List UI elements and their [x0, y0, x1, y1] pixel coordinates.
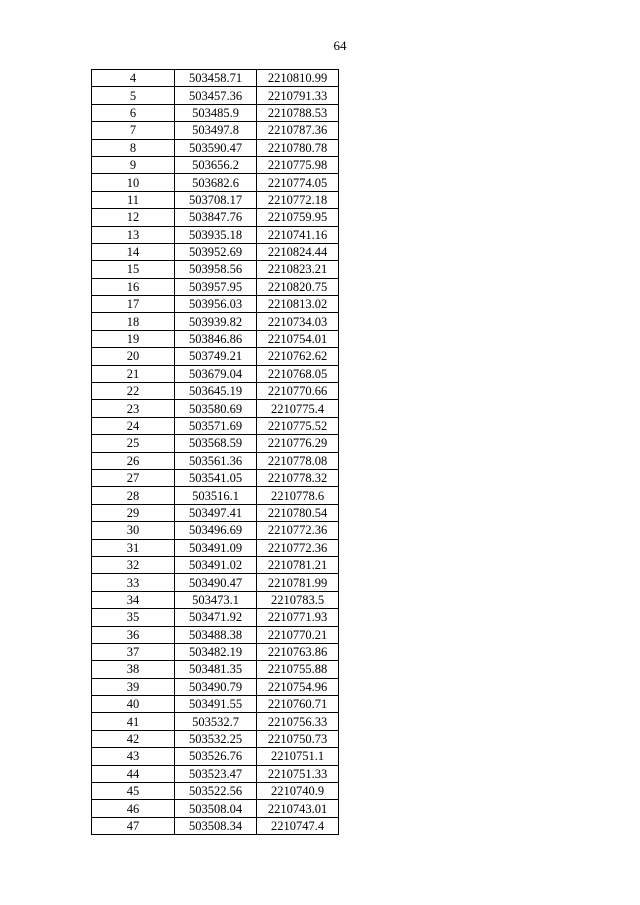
table-row [92, 313, 339, 330]
table-row [92, 174, 339, 191]
y-coordinate-cell: 2210734.03 [257, 313, 339, 330]
table-row [92, 296, 339, 313]
x-coordinate-cell: 503497.41 [175, 504, 257, 521]
table-row [92, 522, 339, 539]
table-row [92, 139, 339, 156]
x-coordinate-cell: 503491.55 [175, 696, 257, 713]
point-number-cell: 33 [92, 574, 175, 591]
point-number-cell: 22 [92, 383, 175, 400]
point-number-cell: 8 [92, 139, 175, 156]
point-number-cell: 4 [92, 70, 175, 87]
y-coordinate-cell: 2210813.02 [257, 296, 339, 313]
x-coordinate-cell: 503749.21 [175, 348, 257, 365]
y-coordinate-cell: 2210751.33 [257, 765, 339, 782]
y-coordinate-cell: 2210754.01 [257, 330, 339, 347]
x-coordinate-cell: 503482.19 [175, 643, 257, 660]
table-row [92, 783, 339, 800]
x-coordinate-cell: 503473.1 [175, 591, 257, 608]
y-coordinate-cell: 2210774.05 [257, 174, 339, 191]
table-row [92, 696, 339, 713]
point-number-cell: 7 [92, 122, 175, 139]
table-row [92, 817, 339, 834]
x-coordinate-cell: 503532.7 [175, 713, 257, 730]
point-number-cell: 31 [92, 539, 175, 556]
x-coordinate-cell: 503957.95 [175, 278, 257, 295]
y-coordinate-cell: 2210778.32 [257, 469, 339, 486]
x-coordinate-cell: 503508.34 [175, 817, 257, 834]
x-coordinate-cell: 503645.19 [175, 383, 257, 400]
y-coordinate-cell: 2210820.75 [257, 278, 339, 295]
point-number-cell: 20 [92, 348, 175, 365]
table-row [92, 469, 339, 486]
y-coordinate-cell: 2210778.6 [257, 487, 339, 504]
y-coordinate-cell: 2210741.16 [257, 226, 339, 243]
point-number-cell: 18 [92, 313, 175, 330]
table-row [92, 383, 339, 400]
x-coordinate-cell: 503656.2 [175, 156, 257, 173]
x-coordinate-cell: 503568.59 [175, 435, 257, 452]
table-row [92, 609, 339, 626]
coordinates-table-body [92, 70, 339, 835]
table-row [92, 261, 339, 278]
point-number-cell: 43 [92, 748, 175, 765]
table-row [92, 417, 339, 434]
y-coordinate-cell: 2210772.18 [257, 191, 339, 208]
point-number-cell: 13 [92, 226, 175, 243]
x-coordinate-cell: 503935.18 [175, 226, 257, 243]
point-number-cell: 16 [92, 278, 175, 295]
x-coordinate-cell: 503571.69 [175, 417, 257, 434]
point-number-cell: 11 [92, 191, 175, 208]
y-coordinate-cell: 2210775.52 [257, 417, 339, 434]
x-coordinate-cell: 503491.02 [175, 556, 257, 573]
x-coordinate-cell: 503458.71 [175, 70, 257, 87]
point-number-cell: 39 [92, 678, 175, 695]
y-coordinate-cell: 2210754.96 [257, 678, 339, 695]
table-row [92, 487, 339, 504]
table-row [92, 226, 339, 243]
point-number-cell: 38 [92, 661, 175, 678]
point-number-cell: 17 [92, 296, 175, 313]
x-coordinate-cell: 503508.04 [175, 800, 257, 817]
y-coordinate-cell: 2210780.78 [257, 139, 339, 156]
x-coordinate-cell: 503952.69 [175, 243, 257, 260]
point-number-cell: 25 [92, 435, 175, 452]
x-coordinate-cell: 503491.09 [175, 539, 257, 556]
y-coordinate-cell: 2210783.5 [257, 591, 339, 608]
x-coordinate-cell: 503958.56 [175, 261, 257, 278]
point-number-cell: 36 [92, 626, 175, 643]
x-coordinate-cell: 503457.36 [175, 87, 257, 104]
x-coordinate-cell: 503541.05 [175, 469, 257, 486]
x-coordinate-cell: 503939.82 [175, 313, 257, 330]
table-row [92, 800, 339, 817]
x-coordinate-cell: 503532.25 [175, 730, 257, 747]
y-coordinate-cell: 2210740.9 [257, 783, 339, 800]
x-coordinate-cell: 503488.38 [175, 626, 257, 643]
table-row [92, 765, 339, 782]
table-row [92, 122, 339, 139]
y-coordinate-cell: 2210776.29 [257, 435, 339, 452]
y-coordinate-cell: 2210775.4 [257, 400, 339, 417]
table-row [92, 278, 339, 295]
table-row [92, 156, 339, 173]
x-coordinate-cell: 503679.04 [175, 365, 257, 382]
y-coordinate-cell: 2210756.33 [257, 713, 339, 730]
table-row [92, 748, 339, 765]
x-coordinate-cell: 503682.6 [175, 174, 257, 191]
y-coordinate-cell: 2210763.86 [257, 643, 339, 660]
x-coordinate-cell: 503523.47 [175, 765, 257, 782]
y-coordinate-cell: 2210770.21 [257, 626, 339, 643]
table-row [92, 330, 339, 347]
table-row [92, 678, 339, 695]
point-number-cell: 19 [92, 330, 175, 347]
table-row [92, 643, 339, 660]
table-row [92, 730, 339, 747]
x-coordinate-cell: 503485.9 [175, 104, 257, 121]
y-coordinate-cell: 2210751.1 [257, 748, 339, 765]
coordinates-table [91, 69, 339, 835]
x-coordinate-cell: 503522.56 [175, 783, 257, 800]
y-coordinate-cell: 2210780.54 [257, 504, 339, 521]
point-number-cell: 47 [92, 817, 175, 834]
table-row [92, 87, 339, 104]
point-number-cell: 35 [92, 609, 175, 626]
y-coordinate-cell: 2210823.21 [257, 261, 339, 278]
table-row [92, 400, 339, 417]
y-coordinate-cell: 2210771.93 [257, 609, 339, 626]
point-number-cell: 34 [92, 591, 175, 608]
point-number-cell: 42 [92, 730, 175, 747]
x-coordinate-cell: 503526.76 [175, 748, 257, 765]
y-coordinate-cell: 2210810.99 [257, 70, 339, 87]
table-row [92, 574, 339, 591]
table-row [92, 452, 339, 469]
x-coordinate-cell: 503481.35 [175, 661, 257, 678]
point-number-cell: 12 [92, 209, 175, 226]
table-row [92, 365, 339, 382]
table-row [92, 539, 339, 556]
point-number-cell: 14 [92, 243, 175, 260]
table-row [92, 104, 339, 121]
point-number-cell: 5 [92, 87, 175, 104]
x-coordinate-cell: 503846.86 [175, 330, 257, 347]
point-number-cell: 26 [92, 452, 175, 469]
point-number-cell: 23 [92, 400, 175, 417]
y-coordinate-cell: 2210760.71 [257, 696, 339, 713]
x-coordinate-cell: 503496.69 [175, 522, 257, 539]
y-coordinate-cell: 2210772.36 [257, 539, 339, 556]
x-coordinate-cell: 503580.69 [175, 400, 257, 417]
table-row [92, 243, 339, 260]
y-coordinate-cell: 2210755.88 [257, 661, 339, 678]
y-coordinate-cell: 2210787.36 [257, 122, 339, 139]
table-row [92, 626, 339, 643]
point-number-cell: 10 [92, 174, 175, 191]
y-coordinate-cell: 2210743.01 [257, 800, 339, 817]
point-number-cell: 37 [92, 643, 175, 660]
x-coordinate-cell: 503847.76 [175, 209, 257, 226]
point-number-cell: 45 [92, 783, 175, 800]
x-coordinate-cell: 503516.1 [175, 487, 257, 504]
point-number-cell: 30 [92, 522, 175, 539]
y-coordinate-cell: 2210791.33 [257, 87, 339, 104]
point-number-cell: 27 [92, 469, 175, 486]
y-coordinate-cell: 2210778.08 [257, 452, 339, 469]
point-number-cell: 41 [92, 713, 175, 730]
point-number-cell: 46 [92, 800, 175, 817]
y-coordinate-cell: 2210750.73 [257, 730, 339, 747]
table-row [92, 556, 339, 573]
point-number-cell: 40 [92, 696, 175, 713]
table-row [92, 209, 339, 226]
point-number-cell: 24 [92, 417, 175, 434]
x-coordinate-cell: 503497.8 [175, 122, 257, 139]
table-row [92, 661, 339, 678]
y-coordinate-cell: 2210772.36 [257, 522, 339, 539]
y-coordinate-cell: 2210781.99 [257, 574, 339, 591]
point-number-cell: 15 [92, 261, 175, 278]
point-number-cell: 28 [92, 487, 175, 504]
table-row [92, 504, 339, 521]
x-coordinate-cell: 503561.36 [175, 452, 257, 469]
y-coordinate-cell: 2210775.98 [257, 156, 339, 173]
page-number: 64 [333, 38, 347, 53]
y-coordinate-cell: 2210770.66 [257, 383, 339, 400]
x-coordinate-cell: 503590.47 [175, 139, 257, 156]
point-number-cell: 29 [92, 504, 175, 521]
table-row [92, 348, 339, 365]
table-row [92, 191, 339, 208]
table-row [92, 70, 339, 87]
table-row [92, 435, 339, 452]
point-number-cell: 44 [92, 765, 175, 782]
y-coordinate-cell: 2210788.53 [257, 104, 339, 121]
table-row [92, 591, 339, 608]
x-coordinate-cell: 503490.79 [175, 678, 257, 695]
y-coordinate-cell: 2210781.21 [257, 556, 339, 573]
point-number-cell: 21 [92, 365, 175, 382]
x-coordinate-cell: 503471.92 [175, 609, 257, 626]
y-coordinate-cell: 2210759.95 [257, 209, 339, 226]
y-coordinate-cell: 2210768.05 [257, 365, 339, 382]
x-coordinate-cell: 503708.17 [175, 191, 257, 208]
point-number-cell: 32 [92, 556, 175, 573]
point-number-cell: 9 [92, 156, 175, 173]
y-coordinate-cell: 2210747.4 [257, 817, 339, 834]
table-row [92, 713, 339, 730]
y-coordinate-cell: 2210762.62 [257, 348, 339, 365]
x-coordinate-cell: 503956.03 [175, 296, 257, 313]
point-number-cell: 6 [92, 104, 175, 121]
y-coordinate-cell: 2210824.44 [257, 243, 339, 260]
x-coordinate-cell: 503490.47 [175, 574, 257, 591]
